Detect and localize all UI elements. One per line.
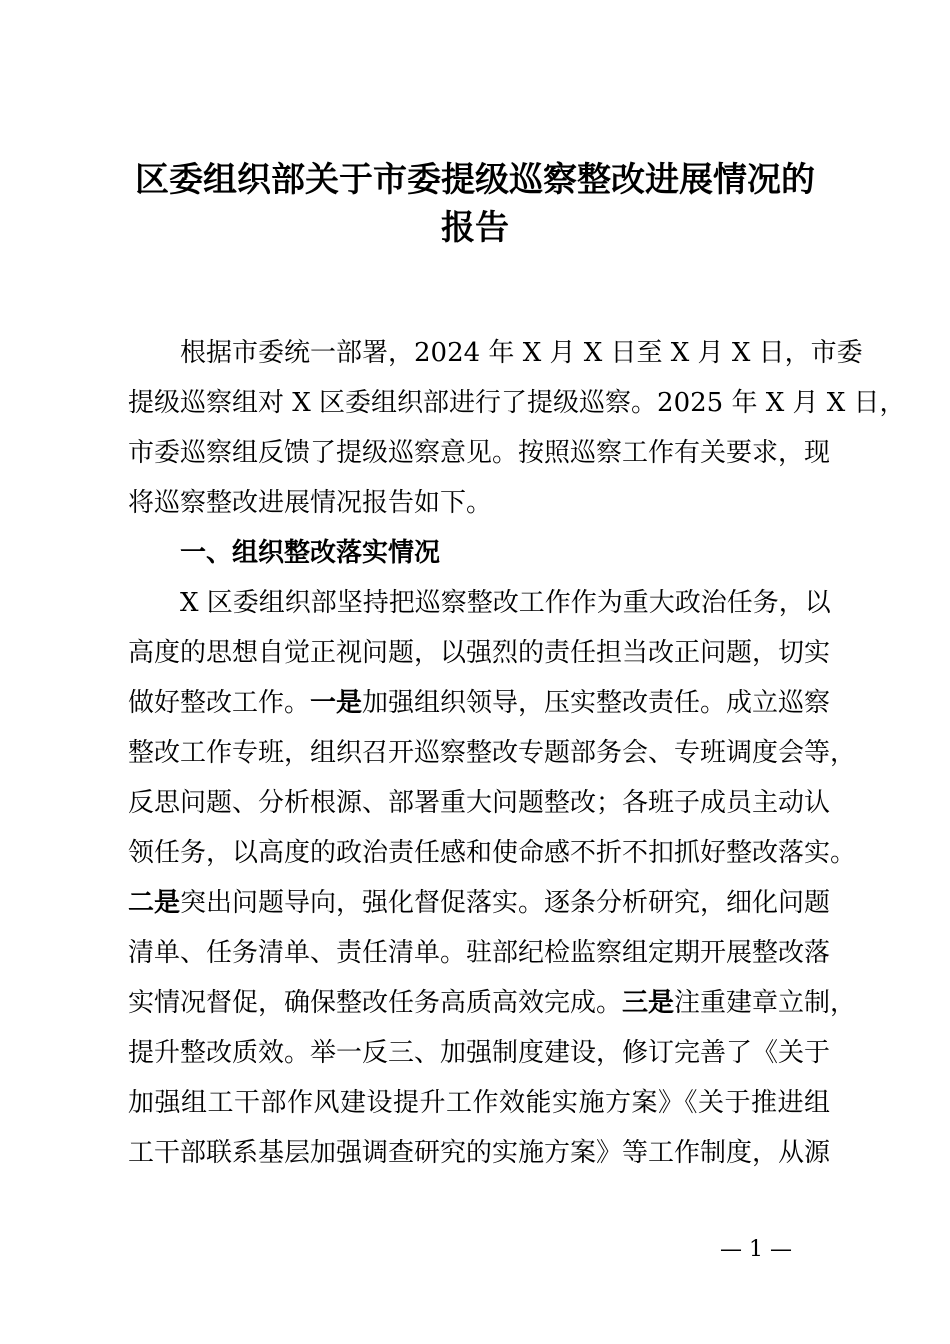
text-line: 整改工作专班，组织召开巡察整改专题部务会、专班调度会等， (128, 738, 857, 768)
bold-label: 二是 (128, 888, 181, 918)
document-title-line2: 报告 (441, 208, 509, 248)
text-line (128, 878, 830, 928)
text-line: X 区委组织部坚持把巡察整改工作作为重大政治任务，以 (180, 588, 831, 618)
text-line: 加强组工干部作风建设提升工作效能实施方案》《关于推进组 (128, 1088, 830, 1118)
text-run: 加强组织领导，压实整改责任。成立巡察 (362, 688, 831, 718)
text-line: 高度的思想自觉正视问题，以强烈的责任担当改正问题，切实 (128, 638, 831, 668)
bold-label: 一是 (310, 688, 363, 718)
text-line: 提升整改质效。举一反三、加强制度建设，修订完善了《关于 (128, 1038, 831, 1068)
text-line: 领任务，以高度的政治责任感和使命感不折不扣抓好整改落实。 (128, 838, 857, 868)
text-line: 根据市委统一部署，2024 年 X 月 X 日至 X 月 X 日，市委 (180, 338, 863, 368)
text-line: 提级巡察组对 X 区委组织部进行了提级巡察。2025 年 X 月 X 日， (128, 388, 906, 418)
text-run: 注重建章立制， (674, 988, 857, 1018)
text-line: 反思问题、分析根源、部署重大问题整改；各班子成员主动认 (128, 788, 831, 818)
text-line: 市委巡察组反馈了提级巡察意见。按照巡察工作有关要求，现 (128, 438, 831, 468)
bold-label: 三是 (622, 988, 675, 1018)
document-title-line1: 区委组织部关于市委提级巡察整改进展情况的 (135, 160, 815, 200)
text-line: 工干部联系基层加强调查研究的实施方案》等工作制度，从源 (128, 1138, 831, 1168)
text-line (128, 678, 830, 728)
text-line (128, 978, 857, 1028)
page-number: — 1 — (720, 1237, 792, 1262)
text-line: 将巡察整改进展情况报告如下。 (128, 488, 493, 518)
text-run: 实情况督促，确保整改任务高质高效完成。 (128, 988, 623, 1018)
text-run: 突出问题导向，强化督促落实。逐条分析研究，细化问题 (180, 888, 831, 918)
section-heading: 一、组织整改落实情况 (180, 538, 441, 568)
text-line: 清单、任务清单、责任清单。驻部纪检监察组定期开展整改落 (128, 938, 831, 968)
text-run: 做好整改工作。 (128, 688, 311, 718)
